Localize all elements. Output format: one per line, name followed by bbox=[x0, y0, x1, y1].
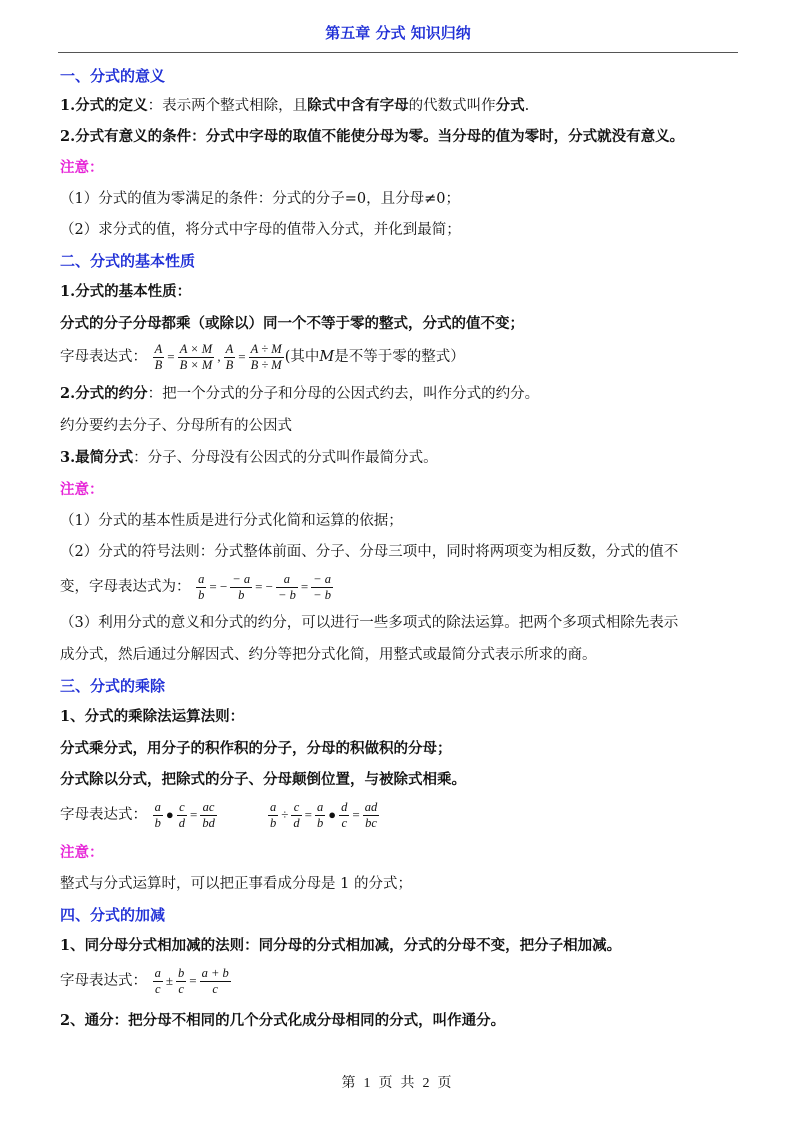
simplest-label: 3.最简分式 bbox=[60, 449, 134, 466]
property-text: 分式的分子分母都乘（或除以）同一个不等于零的整式，分式的值不变； bbox=[60, 315, 524, 332]
definition-label: 1.分式的定义 bbox=[60, 97, 148, 114]
note-1-item-1: （1）分式的值为零满足的条件：分式的分子=0，且分母≠0； bbox=[60, 191, 460, 207]
definition-end: . bbox=[524, 98, 530, 114]
note-2-item-2a: （2）分式的符号法则：分式整体前面、分子、分母三项中，同时将两项变为相反数，分式的值不 bbox=[60, 544, 679, 560]
section-4-title: 四、分式的加减 bbox=[60, 906, 166, 924]
property-label: 1.分式的基本性质： bbox=[60, 283, 192, 300]
meaning-condition: 2.分式有意义的条件：分式中字母的取值不能使分母为零。当分母的值为零时，分式就没有意义。 bbox=[60, 128, 685, 145]
fraction-sign-4: $\frac{- a}{- b}$ bbox=[313, 571, 331, 602]
total-pages: 2 bbox=[422, 1076, 430, 1091]
fraction-ad-bc: $\frac{ad}{bc}$ bbox=[364, 799, 378, 830]
note-3-item-1: 整式与分式运算时，可以把正事看成分母是 1 的分式； bbox=[60, 876, 412, 892]
note-2-item-3b: 成分式，然后通过分解因式、约分等把分式化简，用整式或最简分式表示所求的商。 bbox=[60, 647, 597, 663]
note-label-1: 注意： bbox=[60, 159, 104, 176]
definition-line bbox=[60, 96, 740, 116]
fraction-adm-over-bdm: $\frac{A \div M}{B \div M}$ bbox=[250, 341, 282, 372]
common-denominator-def: 2、通分：把分母不相同的几个分式化成分母相同的分式，叫作通分。 bbox=[60, 1012, 506, 1029]
fraction-am-over-bm: $\frac{A \times M}{B \times M}$ bbox=[179, 341, 213, 372]
fraction-a-b-2: $\frac{a}{b}$ bbox=[270, 799, 277, 830]
muldiv-rule-1: 分式乘分式，用分子的积作积的分子，分母的积做积的分母； bbox=[60, 740, 452, 757]
note-label-3: 注意： bbox=[60, 844, 104, 861]
page-header bbox=[58, 22, 738, 53]
fraction-apb-c: $\frac{a + b}{c}$ bbox=[201, 965, 229, 996]
simplest-text: ：分子、分母没有公因式的分式叫作最简分式。 bbox=[133, 450, 438, 466]
definition-text: ：表示两个整式相除，且 bbox=[147, 98, 308, 114]
section-2-title: 二、分式的基本性质 bbox=[60, 252, 196, 270]
fraction-d-c: $\frac{d}{c}$ bbox=[341, 799, 348, 830]
note-2-item-3a: （3）利用分式的意义和分式的约分，可以进行一些多项式的除法运算。把两个多项式相除先表示 bbox=[60, 615, 679, 631]
addsub-formula-label: 字母表达式： bbox=[60, 973, 147, 989]
muldiv-formula-label: 字母表达式： bbox=[60, 807, 147, 823]
reduction-label: 2.分式的约分 bbox=[60, 385, 148, 402]
reduction-text: ：把一个分式的分子和分母的公因式约去，叫作分式的约分。 bbox=[147, 386, 540, 402]
note-label-2: 注意： bbox=[60, 481, 104, 498]
sign-rule-line: 变，字母表达式为： $\frac{a}{b}$ = − $\frac{- a}{b}$ = − $\frac{a}{- b}$ = $\frac{- a}{- b}$ bbox=[60, 571, 331, 602]
property-formula: 字母表达式： $\frac{A}{B}$ = $\frac{A \times M}{B \times M}$ , $\frac{A}{B}$ = $\frac{A \div M}{B \div M}$ (其中M是不等于零的整式） bbox=[60, 341, 465, 372]
reduction-line bbox=[60, 384, 740, 404]
addsub-rule-1: 1、同分母分式相加减的法则：同分母的分式相加减，分式的分母不变，把分子相加减。 bbox=[60, 937, 622, 954]
current-page: 1 bbox=[363, 1076, 371, 1091]
muldiv-rule-2: 分式除以分式，把除式的分子、分母颠倒位置，与被除式相乘。 bbox=[60, 771, 466, 788]
note-1-item-2: （2）求分式的值，将分式中字母的值带入分式，并化到最简； bbox=[60, 222, 461, 238]
page-title: 第五章 分式 知识归纳 bbox=[325, 24, 471, 42]
fraction-b-c: $\frac{b}{c}$ bbox=[178, 965, 185, 996]
section-3-title: 三、分式的乘除 bbox=[60, 677, 166, 695]
note-2-item-1: （1）分式的基本性质是进行分式化简和运算的依据； bbox=[60, 513, 403, 529]
muldiv-formula: 字母表达式： $\frac{a}{b}$ ● $\frac{c}{d}$ = $\frac{ac}{bd}$ $\frac{a}{b}$ ÷ $\frac{c}{d}$ = $\frac{a}{b}$ ● $\frac{d}{c}$ = $\frac{ad}{bc}$ bbox=[60, 799, 378, 830]
addsub-formula: 字母表达式： $\frac{a}{c}$ ± $\frac{b}{c}$ = $\frac{a + b}{c}$ bbox=[60, 965, 229, 996]
page-footer: 第 1 页 共 2 页 bbox=[341, 1076, 452, 1091]
simplest-line bbox=[60, 448, 740, 468]
muldiv-rule-label: 1、分式的乘除法运算法则： bbox=[60, 708, 245, 725]
fraction-sign-2: $\frac{- a}{b}$ bbox=[232, 571, 251, 602]
fraction-c-d: $\frac{c}{d}$ bbox=[178, 799, 185, 830]
formula-note: (其中M是不等于零的整式） bbox=[284, 349, 465, 365]
fraction-sign-1: $\frac{a}{b}$ bbox=[198, 571, 205, 602]
definition-bold: 除式中含有字母 bbox=[307, 97, 409, 114]
fraction-ac-bd: $\frac{ac}{bd}$ bbox=[202, 799, 215, 830]
definition-bold-2: 分式 bbox=[495, 97, 525, 114]
reduction-extra: 约分要约去分子、分母所有的公因式 bbox=[60, 418, 292, 434]
fraction-a-b-3: $\frac{a}{b}$ bbox=[317, 799, 324, 830]
formula-label: 字母表达式： bbox=[60, 349, 147, 365]
fraction-a-b: $\frac{a}{b}$ bbox=[154, 799, 161, 830]
fraction-a-over-b: $\frac{A}{B}$ bbox=[154, 341, 163, 372]
section-1-title: 一、分式的意义 bbox=[60, 67, 166, 85]
fraction-a-over-b-2: $\frac{A}{B}$ bbox=[225, 341, 234, 372]
fraction-a-c: $\frac{a}{c}$ bbox=[154, 965, 161, 996]
fraction-sign-3: $\frac{a}{- b}$ bbox=[278, 571, 296, 602]
fraction-c-d-2: $\frac{c}{d}$ bbox=[293, 799, 300, 830]
definition-text-2: 的代数式叫作 bbox=[408, 98, 496, 114]
sign-rule-label: 变，字母表达式为： bbox=[60, 579, 191, 595]
